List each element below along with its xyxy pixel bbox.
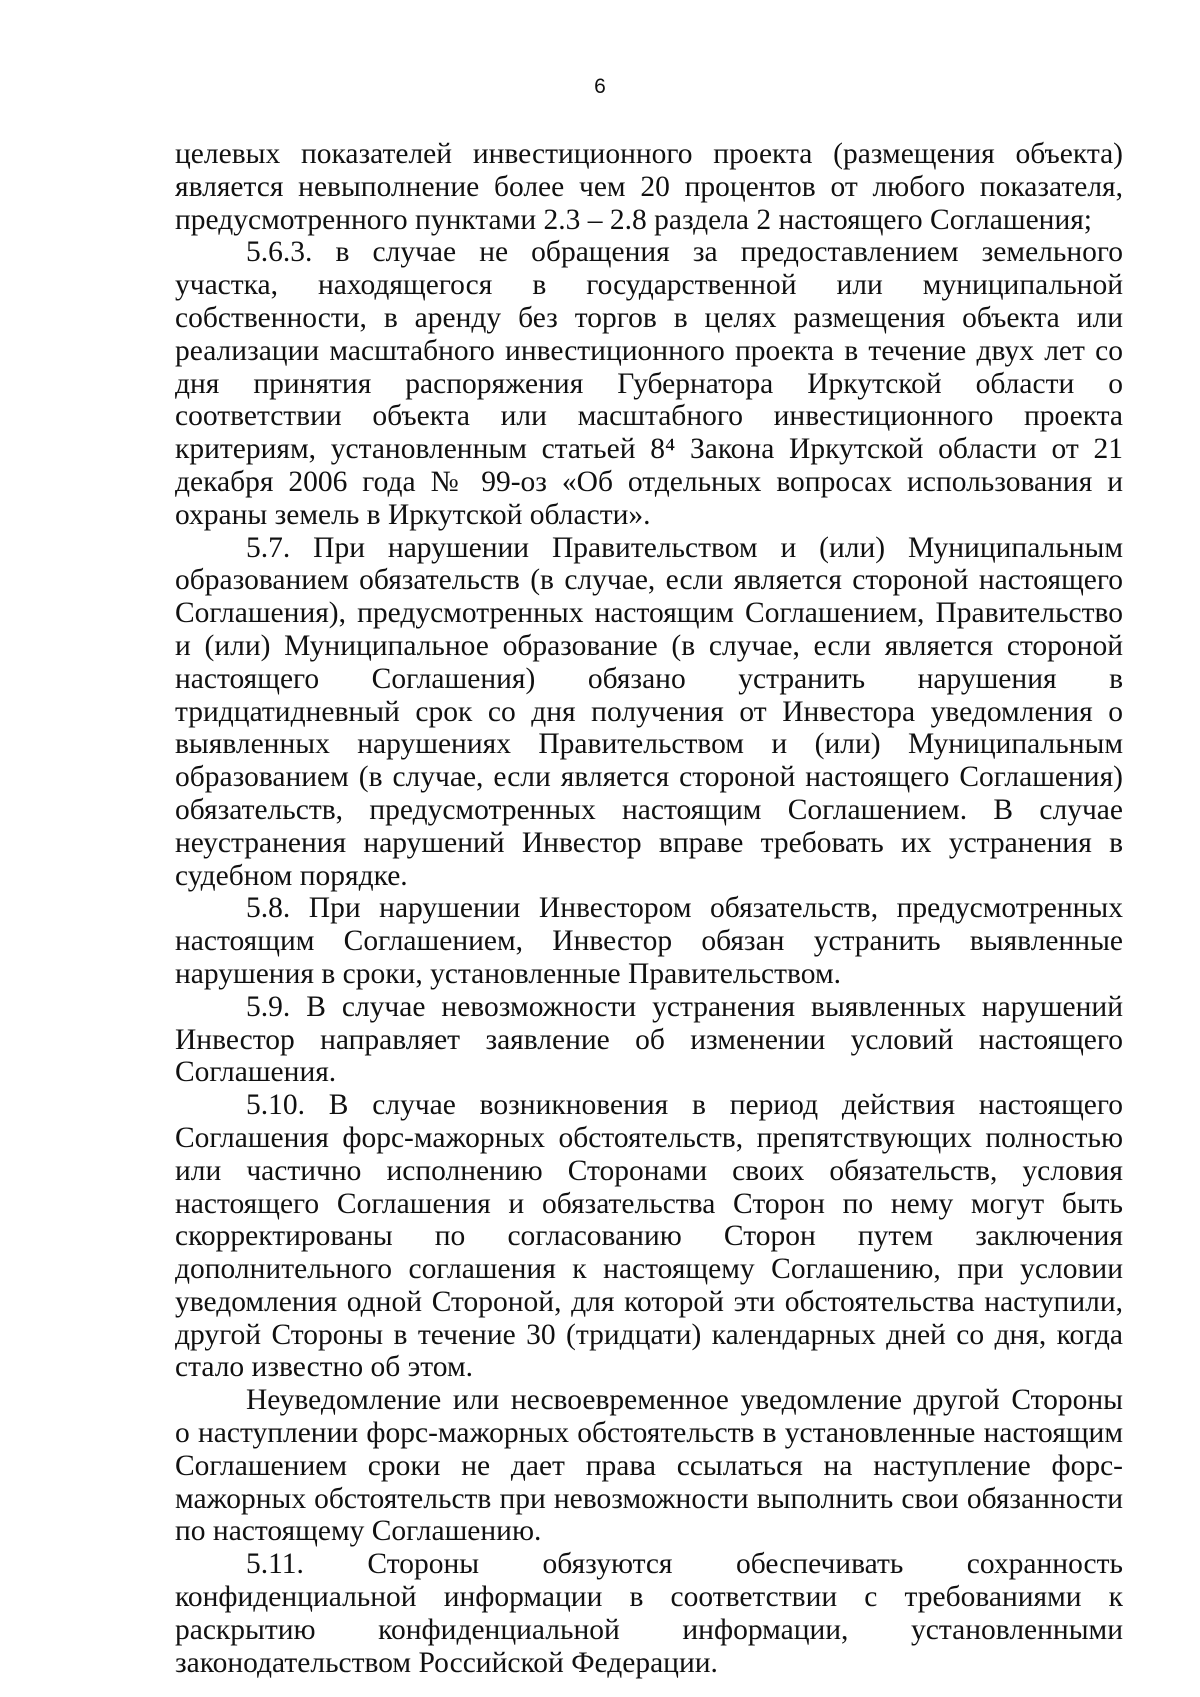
paragraph-5-8: 5.8. При нарушении Инвестором обязательств, предусмотренных настоящим Соглашением, Инвестор обязан устранить выявленные нарушения в сроки, установленные Правительством. xyxy=(175,892,1123,990)
paragraph-continuation: целевых показателей инвестиционного проекта (размещения объекта) является невыполнение более чем 20 процентов от любого показателя, предусмотренного пунктами 2.3 – 2.8 раздела 2 настоящего Соглашения; xyxy=(175,138,1123,236)
paragraph-5-6-3: 5.6.3. в случае не обращения за предоставлением земельного участка, находящегося в государственной или муниципальной собственности, в аренду без торгов в целях размещения объекта или реализации масштабного инвестиционного проекта в течение двух лет со дня принятия распоряжения Губернатора Иркутской области о соответствии объекта или масштабного инвестиционного проекта критериям, установленным статьей 8⁴ Закона Иркутской области от 21 декабря 2006 года № 99-оз «Об отдельных вопросах использования и охраны земель в Иркутской области». xyxy=(175,236,1123,531)
paragraph-5-11: 5.11. Стороны обязуются обеспечивать сохранность конфиденциальной информации в соответствии с требованиями к раскрытию конфиденциальной информации, установленными законодательством Российской Федерации. xyxy=(175,1548,1123,1679)
paragraph-5-9: 5.9. В случае невозможности устранения выявленных нарушений Инвестор направляет заявление об изменении условий настоящего Соглашения. xyxy=(175,990,1123,1089)
paragraph-force-majeure-notice: Неуведомление или несвоевременное уведомление другой Стороны о наступлении форс-мажорных обстоятельств в установленные настоящим Соглашением сроки не дает права ссылаться на наступление форс-мажорных обстоятельств при невозможности выполнить свои обязанности по настоящему Соглашению. xyxy=(175,1384,1123,1548)
paragraph-5-10: 5.10. В случае возникновения в период действия настоящего Соглашения форс-мажорных обстоятельств, препятствующих полностью или частично исполнению Сторонами своих обязательств, условия настоящего Соглашения и обязательства Сторон по нему могут быть скорректированы по согласованию Сторон путем заключения дополнительного соглашения к настоящему Соглашению, при условии уведомления одной Стороной, для которой эти обстоятельства наступили, другой Стороны в течение 30 (тридцати) календарных дней со дня, когда стало известно об этом. xyxy=(175,1089,1123,1384)
document-body xyxy=(175,138,1123,1679)
page-number: 6 xyxy=(594,75,606,98)
paragraph-5-7: 5.7. При нарушении Правительством и (или) Муниципальным образованием обязательств (в случае, если является стороной настоящего Соглашения), предусмотренных настоящим Соглашением, Правительство и (или) Муниципальное образование (в случае, если является стороной настоящего Соглашения) обязано устранить нарушения в тридцатидневный срок со дня получения от Инвестора уведомления о выявленных нарушениях Правительством и (или) Муниципальным образованием (в случае, если является стороной настоящего Соглашения) обязательств, предусмотренных настоящим Соглашением. В случае неустранения нарушений Инвестор вправе требовать их устранения в судебном порядке. xyxy=(175,531,1123,892)
